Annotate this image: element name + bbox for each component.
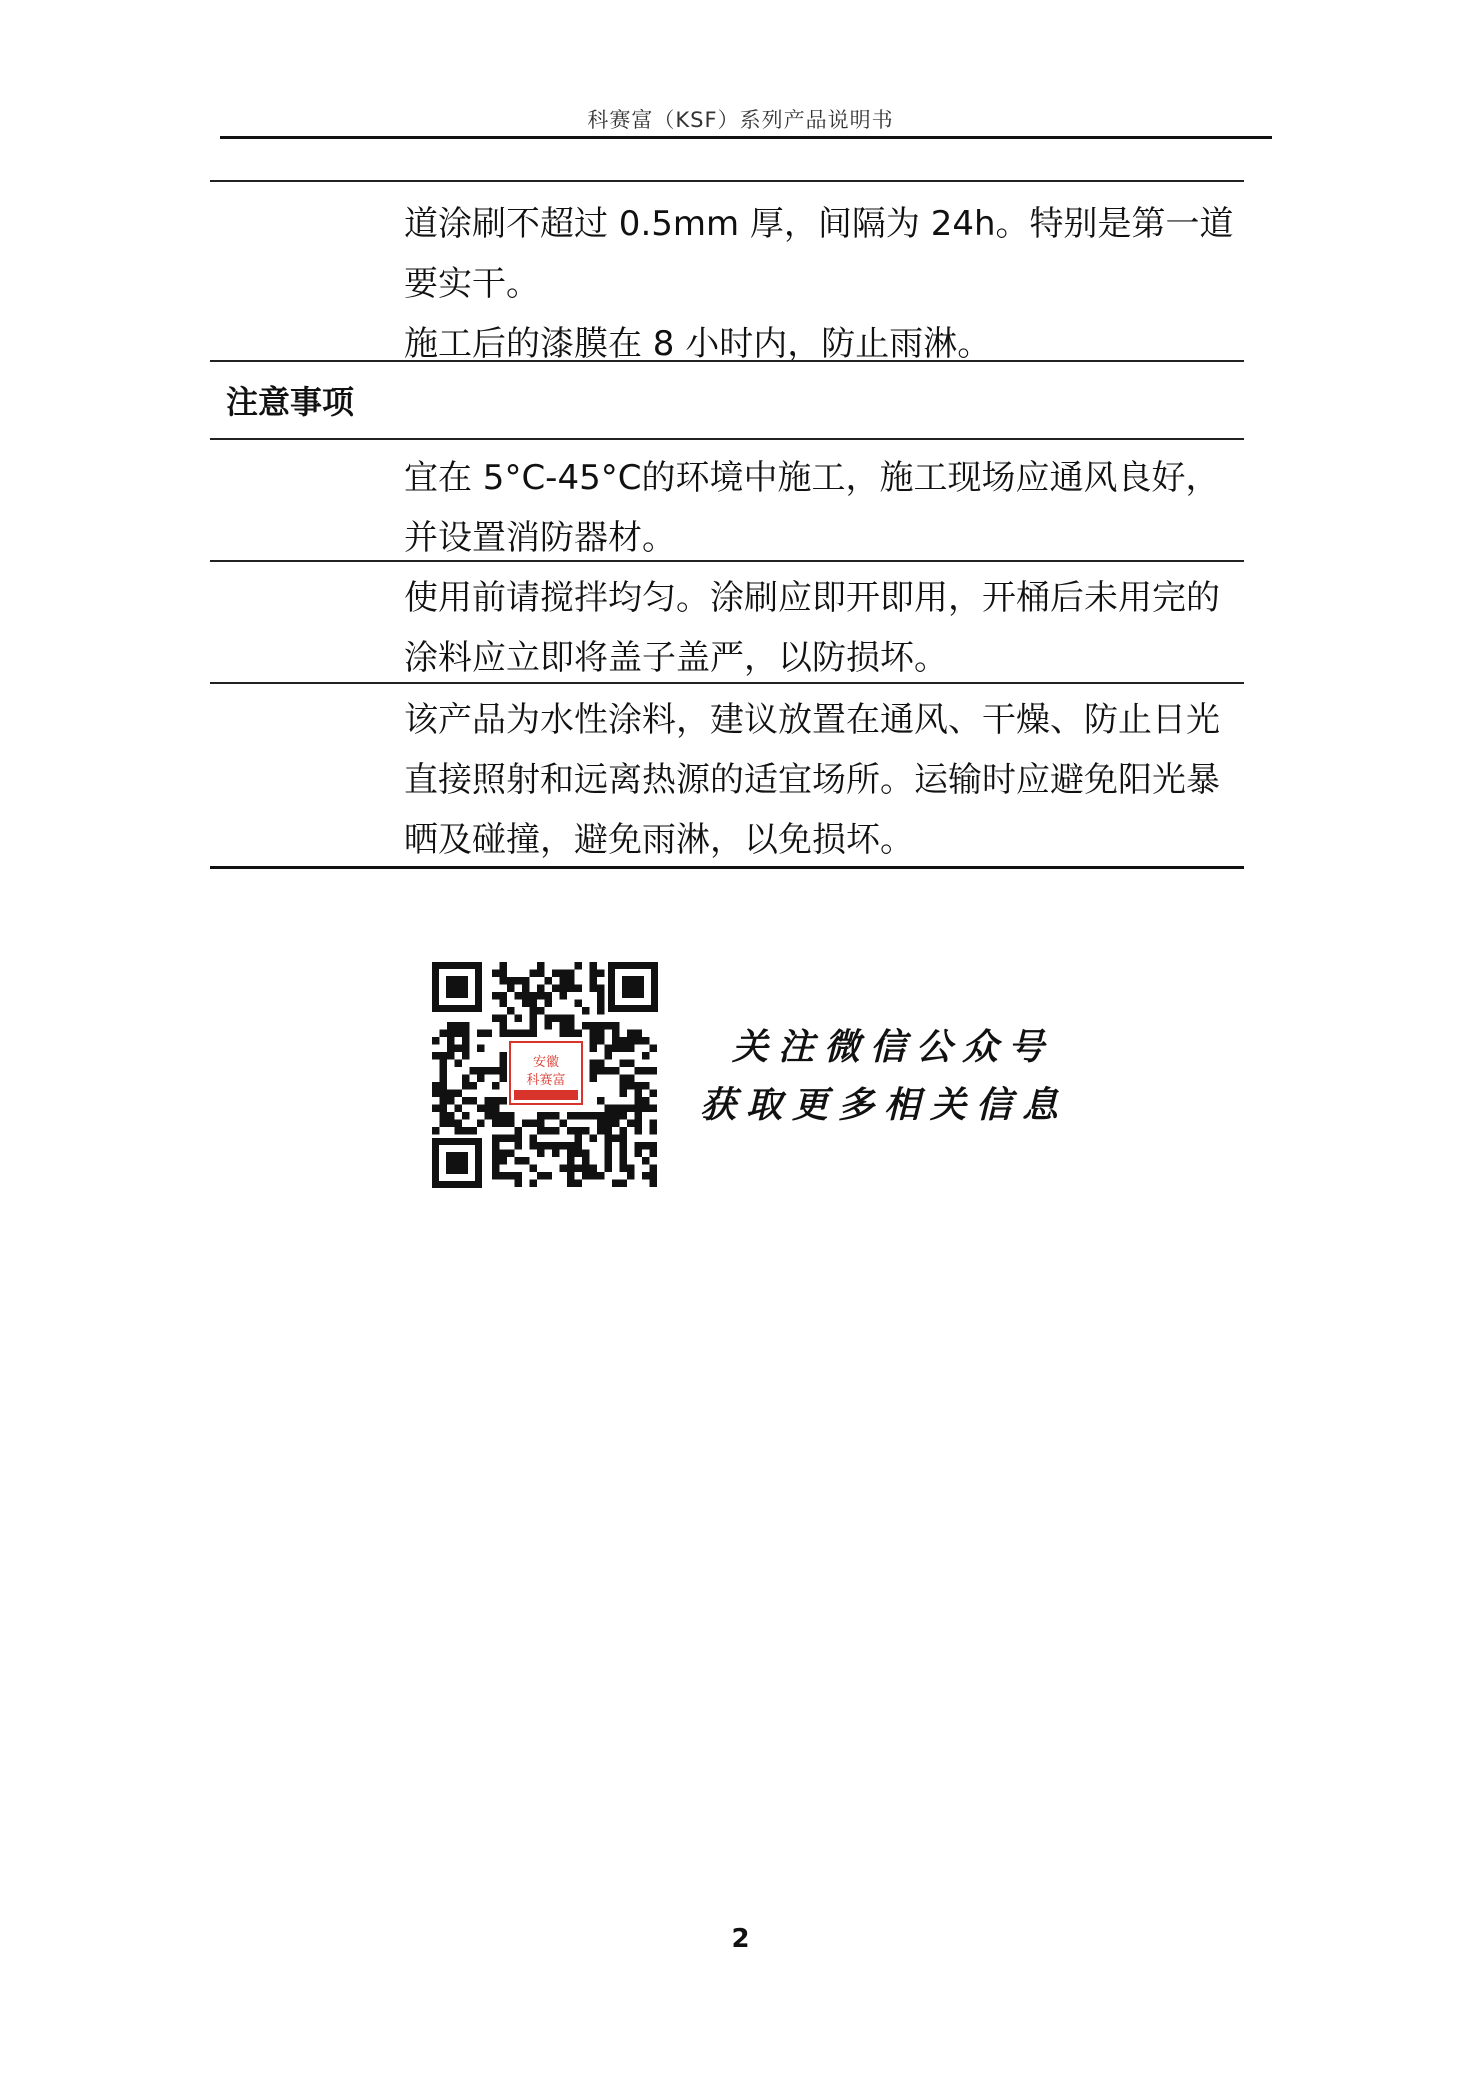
table-bottom-rule xyxy=(210,866,1244,869)
text-line: 涂料应立即将盖子盖严，以防损坏。 xyxy=(404,638,948,678)
table-row-rule xyxy=(210,360,1244,362)
construction-continuation xyxy=(404,194,1244,374)
table-top-rule xyxy=(210,180,1244,182)
logo-text-line1: 安徽 xyxy=(532,1055,560,1070)
text-line: 该产品为水性涂料，建议放置在通风、干燥、防止日光 xyxy=(404,700,1220,740)
section-label-precautions: 注意事项 xyxy=(226,383,355,421)
wechat-line-follow: 关注微信公众号 xyxy=(732,1026,1055,1068)
wechat-line-more-info: 获取更多相关信息 xyxy=(700,1084,1069,1126)
note-row xyxy=(404,448,1244,568)
qr-code-icon xyxy=(432,962,658,1188)
text-line: 要实干。 xyxy=(404,264,540,304)
text-line: 晒及碰撞，避免雨淋，以免损坏。 xyxy=(404,820,914,860)
wechat-follow-caption xyxy=(700,1018,1080,1134)
header-rule xyxy=(220,136,1272,139)
document-header-title: 科赛富（KSF）系列产品说明书 xyxy=(587,108,894,132)
logo-text-line2: 科赛富 xyxy=(526,1073,566,1088)
note-row xyxy=(404,568,1244,688)
table-row-rule xyxy=(210,560,1244,562)
page-number: 2 xyxy=(731,1924,750,1954)
text-line: 道涂刷不超过 0.5mm 厚，间隔为 24h。特别是第一道 xyxy=(404,204,1234,244)
table-row-rule xyxy=(210,682,1244,684)
text-line: 直接照射和远离热源的适宜场所。运输时应避免阳光暴 xyxy=(404,760,1220,800)
table-row-rule xyxy=(210,438,1244,440)
text-line: 使用前请搅拌均匀。涂刷应即开即用，开桶后未用完的 xyxy=(404,578,1220,618)
text-line: 宜在 5°C-45°C的环境中施工，施工现场应通风良好， xyxy=(404,458,1220,498)
text-line: 施工后的漆膜在 8 小时内，防止雨淋。 xyxy=(404,324,992,364)
text-line: 并设置消防器材。 xyxy=(404,518,676,558)
note-row xyxy=(404,690,1244,870)
